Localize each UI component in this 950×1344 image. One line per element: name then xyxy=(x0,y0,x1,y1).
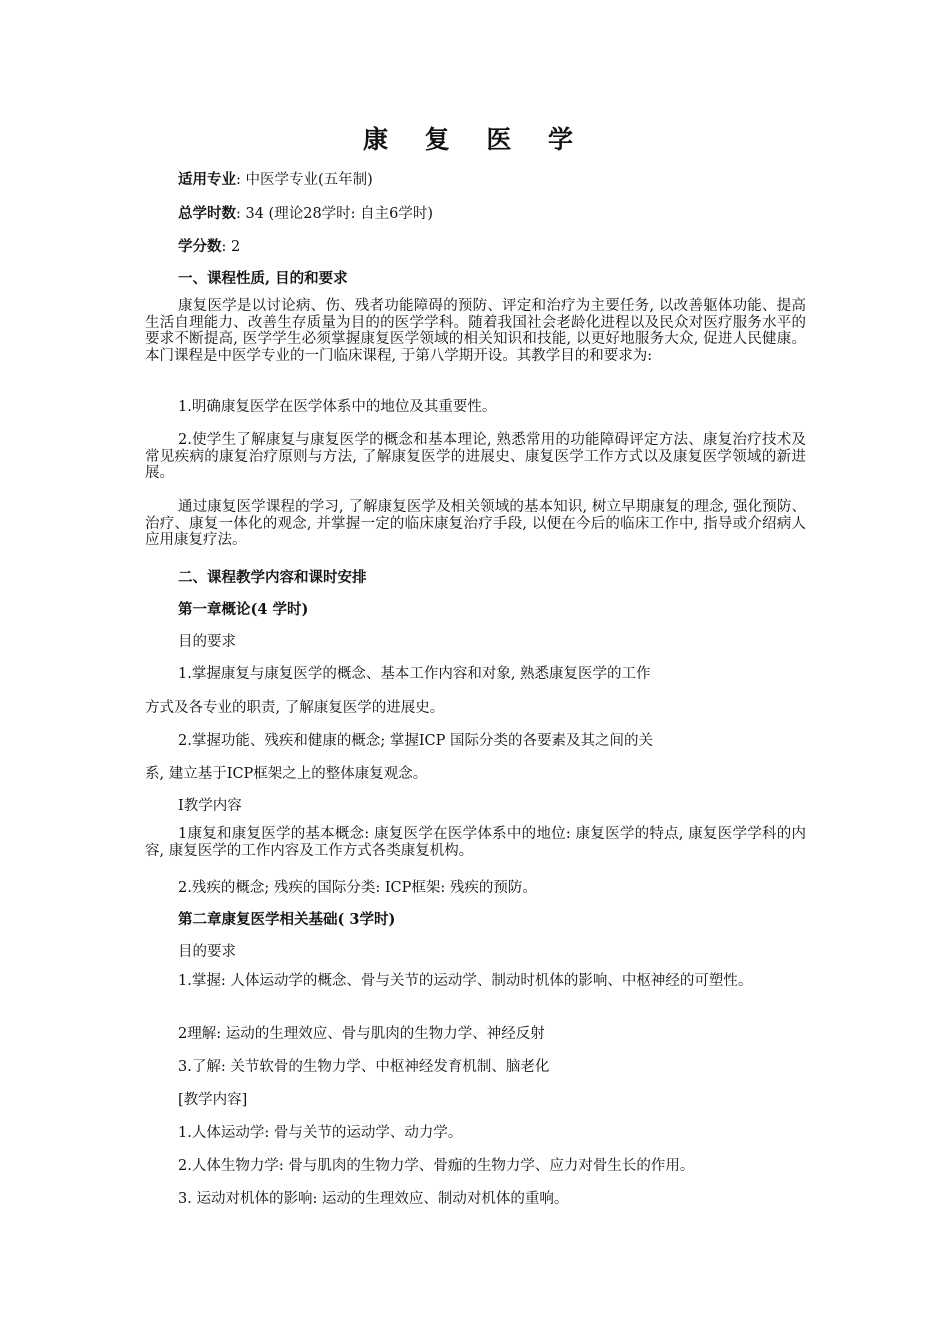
chapter2-heading: 第二章康复医学相关基础( 3学时) xyxy=(178,911,396,928)
meta-hours-value: 34 (理论28学时: 自主6学时) xyxy=(240,206,434,222)
chapter2-content-3: 3. 运动对机体的影响: 运动的生理效应、制动对机体的重响。 xyxy=(178,1191,569,1207)
meta-major xyxy=(178,168,373,189)
section1-item-2: 2.使学生了解康复与康复医学的概念和基本理论, 熟悉常用的功能障碍评定方法、康复治疗技术及常见疾病的康复治疗原则与方法, 了解康复医学的进展史、康复医学工作方式以及康复医学领域的新进展。 xyxy=(145,432,806,481)
meta-major-sep: : xyxy=(236,172,241,188)
chapter2-requirement-2: 2理解: 运动的生理效应、骨与肌肉的生物力学、神经反射 xyxy=(178,1026,545,1042)
page-title: 康 复 医 学 xyxy=(362,125,588,154)
chapter1-requirement-2-cont: 系, 建立基于ICP框架之上的整体康复观念。 xyxy=(145,766,428,782)
chapter2-content-1: 1.人体运动学: 骨与关节的运动学、动力学。 xyxy=(178,1125,463,1141)
chapter1-requirement-1-cont: 方式及各专业的职责, 了解康复医学的进展史。 xyxy=(145,700,445,716)
meta-credits-value: 2 xyxy=(226,239,241,255)
meta-major-label: 适用专业 xyxy=(178,171,236,188)
chapter1-requirement-2: 2.掌握功能、残疾和健康的概念; 掌握ICP 国际分类的各要素及其之间的关 xyxy=(178,733,654,749)
meta-hours-label: 总学时数 xyxy=(178,205,236,222)
section1-item-1: 1.明确康复医学在医学体系中的地位及其重要性。 xyxy=(178,399,497,415)
chapter2-content-2: 2.人体生物力学: 骨与肌肉的生物力学、骨痂的生物力学、应力对骨生长的作用。 xyxy=(178,1158,695,1174)
chapter1-content-1: 1康复和康复医学的基本概念: 康复医学在医学体系中的地位: 康复医学的特点, 康复医学学科的内容, 康复医学的工作内容及工作方式各类康复机构。 xyxy=(145,826,806,859)
chapter2-requirement-3: 3.了解: 关节软骨的生物力学、中枢神经发育机制、脑老化 xyxy=(178,1059,550,1075)
meta-credits xyxy=(178,235,240,256)
meta-credits-label: 学分数 xyxy=(178,238,222,255)
meta-hours xyxy=(178,202,433,223)
meta-major-value: 中医学专业(五年制) xyxy=(240,172,373,188)
meta-credits-sep: : xyxy=(221,239,227,255)
chapter1-heading: 第一章概论(4 学时) xyxy=(178,601,309,618)
chapter1-goal-label: 目的要求 xyxy=(178,634,236,650)
section1-heading: 一、课程性质, 目的和要求 xyxy=(178,270,348,287)
chapter2-goal-label: 目的要求 xyxy=(178,944,236,960)
section1-paragraph-2: 通过康复医学课程的学习, 了解康复医学及相关领域的基本知识, 树立早期康复的理念, 强化预防、治疗、康复一体化的观念, 并掌握一定的临床康复治疗手段, 以便在今后的临床工作中, 指导或介绍病人应用康复疗法。 xyxy=(145,499,806,548)
section1-paragraph-1: 康复医学是以讨论病、伤、残者功能障碍的预防、评定和治疗为主要任务, 以改善躯体功能、提高生活自理能力、改善生存质量为目的的医学学科。随着我国社会老龄化进程以及民众对医疗服务水平的要求不断提高, 医学学生必须掌握康复医学领域的相关知识和技能, 以更好地服务大众, 促进人民健康。本门课程是中医学专业的一门临床课程, 于第八学期开设。其教学目的和要求为: xyxy=(145,298,806,364)
chapter1-content-label: I教学内容 xyxy=(178,798,242,814)
section2-heading: 二、课程教学内容和课时安排 xyxy=(178,569,367,586)
chapter1-requirement-1: 1.掌握康复与康复医学的概念、基本工作内容和对象, 熟悉康复医学的工作 xyxy=(178,666,651,682)
chapter1-content-2: 2.残疾的概念; 残疾的国际分类: ICP框架: 残疾的预防。 xyxy=(178,880,537,896)
chapter2-content-label: [教学内容] xyxy=(178,1092,248,1108)
chapter2-requirement-1: 1.掌握: 人体运动学的概念、骨与关节的运动学、制动时机体的影响、中枢神经的可塑性。 xyxy=(178,973,753,989)
meta-hours-sep: : xyxy=(236,206,241,222)
